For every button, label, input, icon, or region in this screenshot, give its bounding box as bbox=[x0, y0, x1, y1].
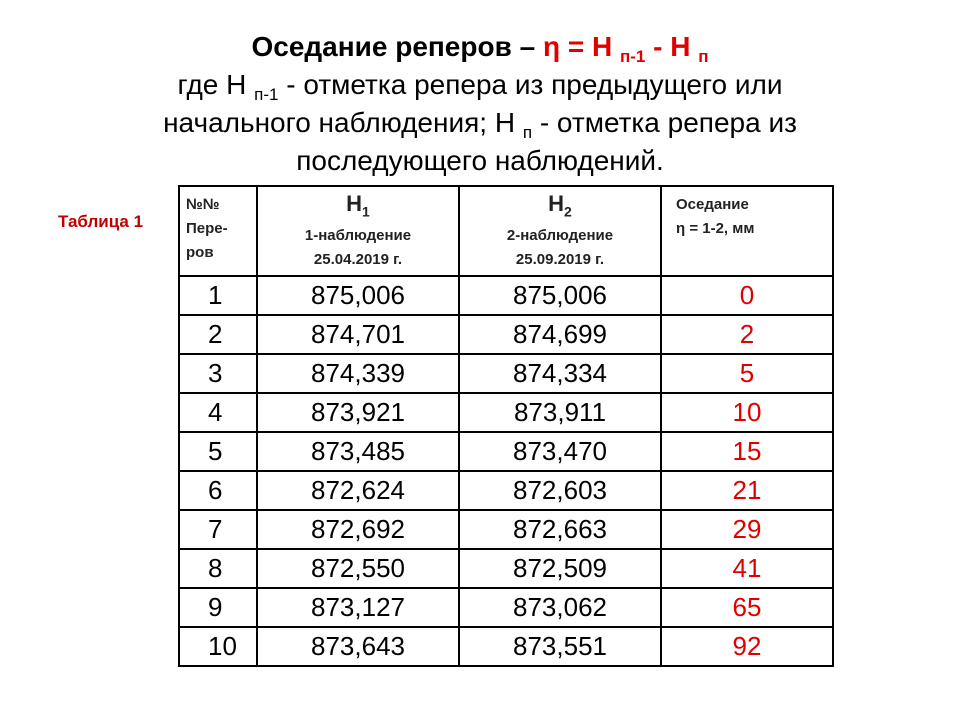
cell-settlement-mm: 2 bbox=[661, 315, 833, 354]
formula-mid: - Н bbox=[645, 31, 699, 62]
table-row bbox=[179, 588, 833, 627]
cell-h2-elevation: 873,470 bbox=[459, 432, 661, 471]
cell-settlement-mm: 65 bbox=[661, 588, 833, 627]
cell-settlement-mm: 92 bbox=[661, 627, 833, 666]
header-h2-symbol bbox=[460, 191, 660, 224]
table-header-row bbox=[179, 186, 833, 276]
cell-benchmark-number: 9 bbox=[179, 588, 257, 627]
cell-benchmark-number: 10 bbox=[179, 627, 257, 666]
cell-settlement-mm: 10 bbox=[661, 393, 833, 432]
table-caption: Таблица 1 bbox=[58, 212, 144, 231]
cell-h2-elevation: 873,062 bbox=[459, 588, 661, 627]
cell-h1-elevation: 873,485 bbox=[257, 432, 459, 471]
cell-settlement-mm: 41 bbox=[661, 549, 833, 588]
cell-h1-elevation: 873,127 bbox=[257, 588, 459, 627]
cell-benchmark-number: 7 bbox=[179, 510, 257, 549]
cell-h2-elevation: 872,603 bbox=[459, 471, 661, 510]
cell-h2-elevation: 874,334 bbox=[459, 354, 661, 393]
cell-benchmark-number: 1 bbox=[179, 276, 257, 315]
cell-h2-elevation: 872,509 bbox=[459, 549, 661, 588]
cell-settlement-mm: 5 bbox=[661, 354, 833, 393]
cell-h1-elevation: 873,643 bbox=[257, 627, 459, 666]
heading-line-1 bbox=[0, 30, 960, 68]
header-benchmark-number bbox=[179, 186, 257, 276]
line3-prefix: начального наблюдения; Н bbox=[163, 107, 523, 138]
h2-letter: Н bbox=[548, 191, 565, 216]
cell-benchmark-number: 2 bbox=[179, 315, 257, 354]
header-h2-date: 25.09.2019 г. bbox=[515, 251, 605, 269]
header-settlement-line-2: η = 1-2, мм bbox=[676, 220, 755, 237]
cell-settlement-mm: 15 bbox=[661, 432, 833, 471]
table-row bbox=[179, 276, 833, 315]
cell-h1-elevation: 872,550 bbox=[257, 549, 459, 588]
header-h2-observation: 2-наблюдение bbox=[506, 227, 614, 245]
header-settlement-line-1: Оседание bbox=[676, 196, 749, 213]
header-h1 bbox=[257, 186, 459, 276]
header-num-line-1: №№ bbox=[186, 196, 220, 213]
table-row bbox=[179, 315, 833, 354]
cell-settlement-mm: 0 bbox=[661, 276, 833, 315]
cell-h2-elevation: 873,551 bbox=[459, 627, 661, 666]
cell-h1-elevation: 873,921 bbox=[257, 393, 459, 432]
table-row bbox=[179, 432, 833, 471]
header-h2 bbox=[459, 186, 661, 276]
header-h1-observation: 1-наблюдение bbox=[304, 227, 412, 245]
header-settlement bbox=[661, 186, 833, 276]
table-row bbox=[179, 627, 833, 666]
cell-benchmark-number: 5 bbox=[179, 432, 257, 471]
cell-h2-elevation: 873,911 bbox=[459, 393, 661, 432]
cell-h1-elevation: 875,006 bbox=[257, 276, 459, 315]
cell-h1-elevation: 872,692 bbox=[257, 510, 459, 549]
line2-prefix: где Н bbox=[177, 69, 255, 100]
cell-h2-elevation: 872,663 bbox=[459, 510, 661, 549]
line2-subscript: п-1 bbox=[254, 85, 279, 104]
cell-settlement-mm: 21 bbox=[661, 471, 833, 510]
heading-line-3 bbox=[0, 106, 960, 144]
table-row bbox=[179, 354, 833, 393]
table-row bbox=[179, 471, 833, 510]
formula-subscript-2: п bbox=[698, 47, 709, 66]
cell-h1-elevation: 872,624 bbox=[257, 471, 459, 510]
cell-h2-elevation: 874,699 bbox=[459, 315, 661, 354]
formula-eta: η = Н bbox=[542, 31, 620, 62]
cell-h2-elevation: 875,006 bbox=[459, 276, 661, 315]
slide-heading bbox=[0, 30, 960, 178]
h1-subscript: 1 bbox=[362, 203, 370, 220]
table-body bbox=[179, 276, 833, 666]
header-h1-date: 25.04.2019 г. bbox=[313, 251, 403, 269]
formula-subscript-1: п-1 bbox=[619, 47, 646, 66]
settlement-formula bbox=[542, 31, 709, 66]
table-row bbox=[179, 549, 833, 588]
h2-subscript: 2 bbox=[564, 203, 572, 220]
cell-benchmark-number: 3 bbox=[179, 354, 257, 393]
header-h1-symbol bbox=[258, 191, 458, 224]
table-row bbox=[179, 510, 833, 549]
cell-h1-elevation: 874,339 bbox=[257, 354, 459, 393]
h1-letter: Н bbox=[346, 191, 363, 216]
cell-h1-elevation: 874,701 bbox=[257, 315, 459, 354]
cell-settlement-mm: 29 bbox=[661, 510, 833, 549]
line3-text: - отметка репера из bbox=[532, 107, 797, 138]
header-num-line-2: Пере- bbox=[186, 220, 228, 237]
line3-subscript: п bbox=[522, 123, 533, 142]
cell-benchmark-number: 4 bbox=[179, 393, 257, 432]
table-row bbox=[179, 393, 833, 432]
heading-line-2 bbox=[0, 68, 960, 106]
header-num-line-3: ров bbox=[186, 244, 214, 261]
heading-line-4: последующего наблюдений. bbox=[296, 145, 664, 176]
line2-text: - отметка репера из предыдущего или bbox=[278, 69, 783, 100]
cell-benchmark-number: 8 bbox=[179, 549, 257, 588]
title-label: Оседание реперов bbox=[251, 31, 512, 62]
title-dash: – bbox=[511, 31, 543, 62]
benchmark-settlement-table bbox=[178, 185, 834, 667]
cell-benchmark-number: 6 bbox=[179, 471, 257, 510]
